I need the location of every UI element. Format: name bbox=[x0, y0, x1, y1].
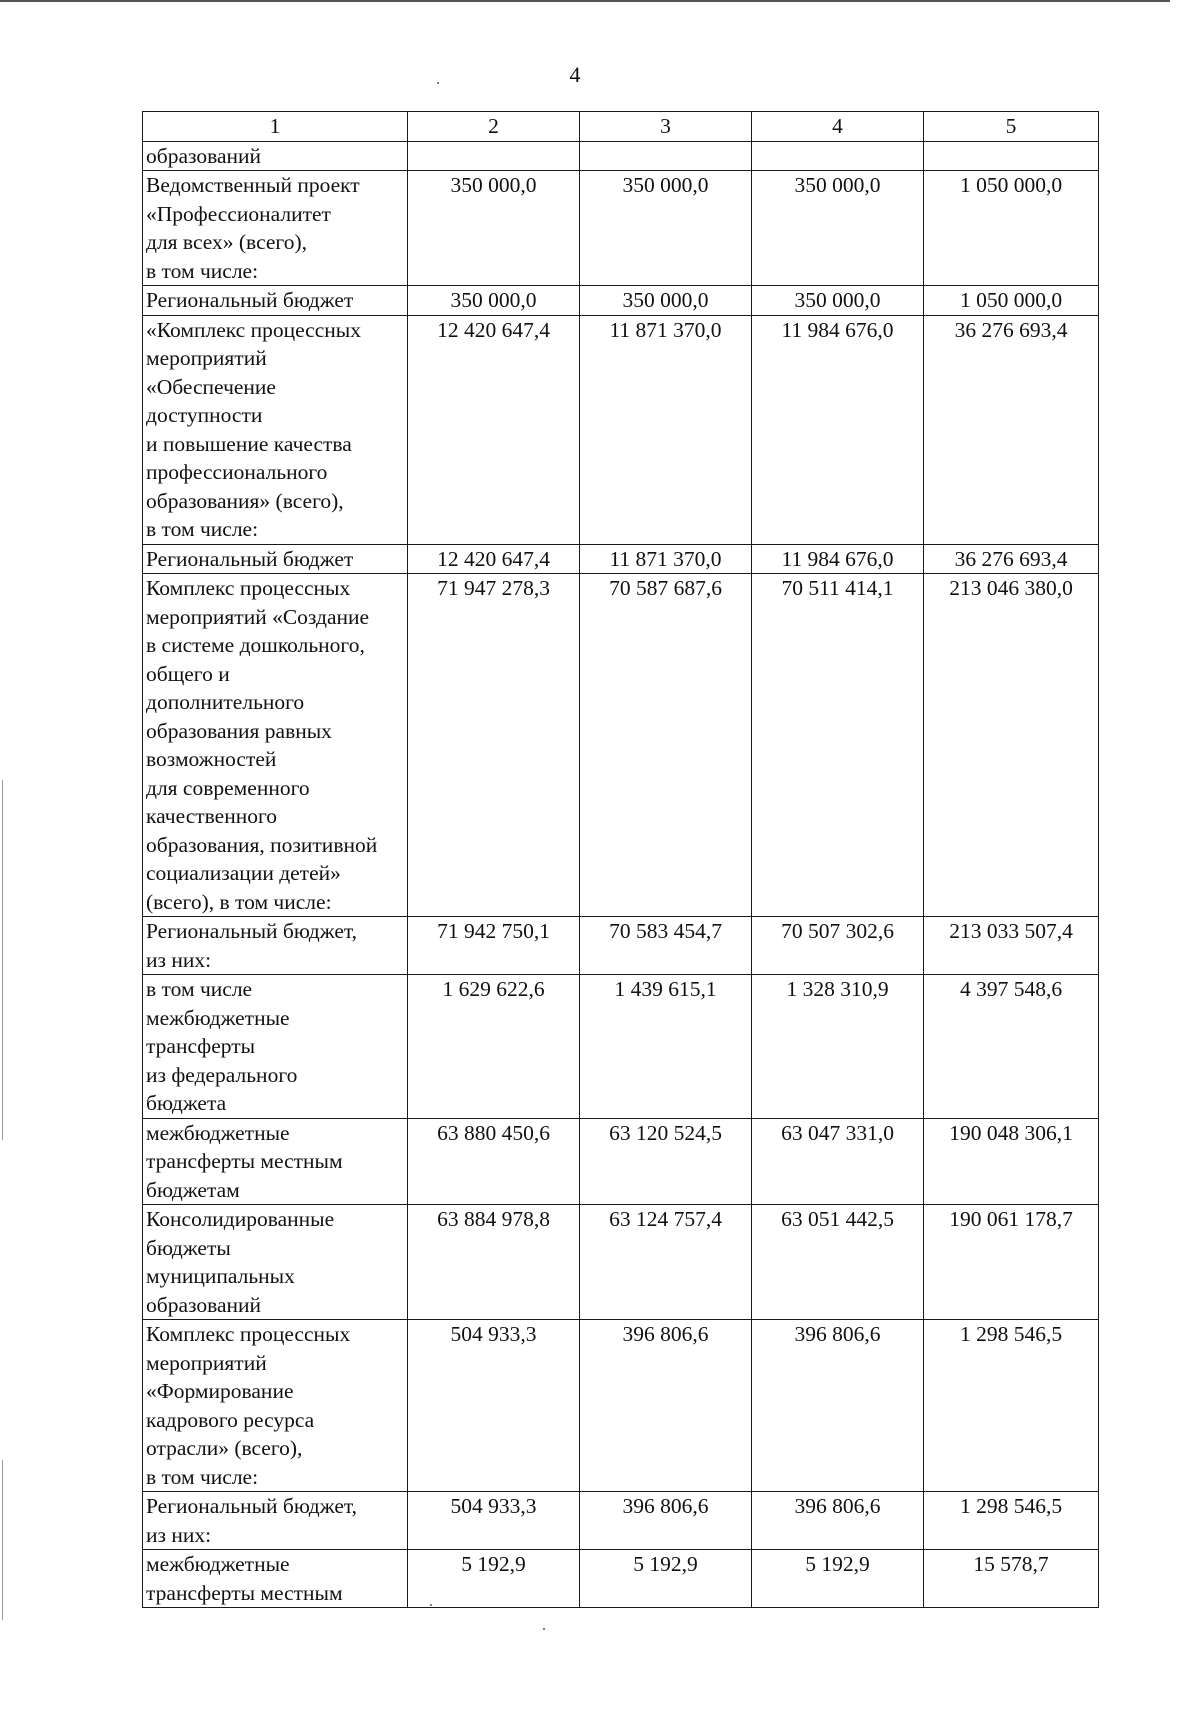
column-header: 2 bbox=[408, 112, 580, 142]
page-number: 4 bbox=[569, 62, 581, 87]
top-border-line bbox=[0, 0, 1170, 2]
value-cell: 350 000,0 bbox=[752, 171, 924, 286]
scan-edge-mark bbox=[2, 780, 3, 1140]
value-cell: 12 420 647,4 bbox=[408, 544, 580, 574]
table-row bbox=[143, 574, 1099, 917]
value-cell: 396 806,6 bbox=[580, 1320, 752, 1492]
row-label: межбюджетные трансферты местным бюджетам bbox=[143, 1118, 408, 1205]
value-cell: 1 050 000,0 bbox=[924, 171, 1099, 286]
row-label: образований bbox=[143, 141, 408, 171]
value-cell: 11 984 676,0 bbox=[752, 315, 924, 544]
table-row bbox=[143, 975, 1099, 1119]
value-cell: 190 048 306,1 bbox=[924, 1118, 1099, 1205]
table-row bbox=[143, 1118, 1099, 1205]
value-cell: 11 871 370,0 bbox=[580, 315, 752, 544]
row-label: Региональный бюджет, из них: bbox=[143, 1492, 408, 1550]
value-cell: 71 942 750,1 bbox=[408, 917, 580, 975]
table-header-row bbox=[143, 112, 1099, 142]
value-cell: 396 806,6 bbox=[752, 1320, 924, 1492]
value-cell bbox=[924, 141, 1099, 171]
row-label: Консолидированные бюджеты муниципальных образований bbox=[143, 1205, 408, 1320]
value-cell: 5 192,9 bbox=[580, 1550, 752, 1608]
value-cell: 70 511 414,1 bbox=[752, 574, 924, 917]
value-cell: 70 587 687,6 bbox=[580, 574, 752, 917]
row-label: Ведомственный проект «Профессионалитет для всех» (всего), в том числе: bbox=[143, 171, 408, 286]
column-header: 5 bbox=[924, 112, 1099, 142]
value-cell: 350 000,0 bbox=[408, 171, 580, 286]
value-cell: 36 276 693,4 bbox=[924, 315, 1099, 544]
value-cell: 11 984 676,0 bbox=[752, 544, 924, 574]
value-cell: 504 933,3 bbox=[408, 1492, 580, 1550]
value-cell: 63 124 757,4 bbox=[580, 1205, 752, 1320]
value-cell bbox=[752, 141, 924, 171]
table-row bbox=[143, 286, 1099, 316]
scan-speck bbox=[437, 82, 439, 84]
value-cell bbox=[580, 141, 752, 171]
table-row bbox=[143, 1320, 1099, 1492]
value-cell: 213 033 507,4 bbox=[924, 917, 1099, 975]
row-label: Региональный бюджет bbox=[143, 544, 408, 574]
table-row bbox=[143, 171, 1099, 286]
row-label: Региональный бюджет, из них: bbox=[143, 917, 408, 975]
table-row bbox=[143, 1492, 1099, 1550]
value-cell: 350 000,0 bbox=[752, 286, 924, 316]
value-cell: 71 947 278,3 bbox=[408, 574, 580, 917]
value-cell: 504 933,3 bbox=[408, 1320, 580, 1492]
value-cell: 63 120 524,5 bbox=[580, 1118, 752, 1205]
value-cell bbox=[408, 141, 580, 171]
value-cell: 1 298 546,5 bbox=[924, 1320, 1099, 1492]
column-header: 4 bbox=[752, 112, 924, 142]
row-label: «Комплекс процессных мероприятий «Обеспечение доступности и повышение качества профессионального образования» (всего), в том числе: bbox=[143, 315, 408, 544]
budget-table bbox=[142, 111, 1099, 1608]
column-header: 1 bbox=[143, 112, 408, 142]
value-cell: 350 000,0 bbox=[580, 171, 752, 286]
value-cell: 63 880 450,6 bbox=[408, 1118, 580, 1205]
value-cell: 12 420 647,4 bbox=[408, 315, 580, 544]
value-cell: 213 046 380,0 bbox=[924, 574, 1099, 917]
value-cell: 63 884 978,8 bbox=[408, 1205, 580, 1320]
value-cell: 190 061 178,7 bbox=[924, 1205, 1099, 1320]
value-cell: 70 583 454,7 bbox=[580, 917, 752, 975]
value-cell: 36 276 693,4 bbox=[924, 544, 1099, 574]
table-row bbox=[143, 544, 1099, 574]
value-cell: 1 298 546,5 bbox=[924, 1492, 1099, 1550]
value-cell: 70 507 302,6 bbox=[752, 917, 924, 975]
value-cell: 350 000,0 bbox=[580, 286, 752, 316]
value-cell: 1 629 622,6 bbox=[408, 975, 580, 1119]
row-label: в том числе межбюджетные трансферты из федерального бюджета bbox=[143, 975, 408, 1119]
value-cell: 350 000,0 bbox=[408, 286, 580, 316]
table-row bbox=[143, 917, 1099, 975]
column-header: 3 bbox=[580, 112, 752, 142]
value-cell: 1 050 000,0 bbox=[924, 286, 1099, 316]
scan-edge-mark bbox=[2, 1460, 3, 1620]
value-cell: 15 578,7 bbox=[924, 1550, 1099, 1608]
value-cell: 4 397 548,6 bbox=[924, 975, 1099, 1119]
table-row bbox=[143, 315, 1099, 544]
row-label: Комплекс процессных мероприятий «Создание в системе дошкольного, общего и дополнительного образования равных возможностей для современного качественного образования, позитивной социализации детей» (всего), в том числе: bbox=[143, 574, 408, 917]
row-label: межбюджетные трансферты местным bbox=[143, 1550, 408, 1608]
value-cell: 63 047 331,0 bbox=[752, 1118, 924, 1205]
value-cell: 396 806,6 bbox=[752, 1492, 924, 1550]
value-cell: 1 439 615,1 bbox=[580, 975, 752, 1119]
value-cell: 1 328 310,9 bbox=[752, 975, 924, 1119]
value-cell: 11 871 370,0 bbox=[580, 544, 752, 574]
table-row bbox=[143, 1205, 1099, 1320]
value-cell: 63 051 442,5 bbox=[752, 1205, 924, 1320]
table-row bbox=[143, 1550, 1099, 1608]
scan-speck bbox=[543, 1628, 545, 1630]
row-label: Комплекс процессных мероприятий «Формирование кадрового ресурса отрасли» (всего), в том числе: bbox=[143, 1320, 408, 1492]
value-cell: 5 192,9 bbox=[752, 1550, 924, 1608]
table-row bbox=[143, 141, 1099, 171]
value-cell: 396 806,6 bbox=[580, 1492, 752, 1550]
row-label: Региональный бюджет bbox=[143, 286, 408, 316]
value-cell: 5 192,9 bbox=[408, 1550, 580, 1608]
